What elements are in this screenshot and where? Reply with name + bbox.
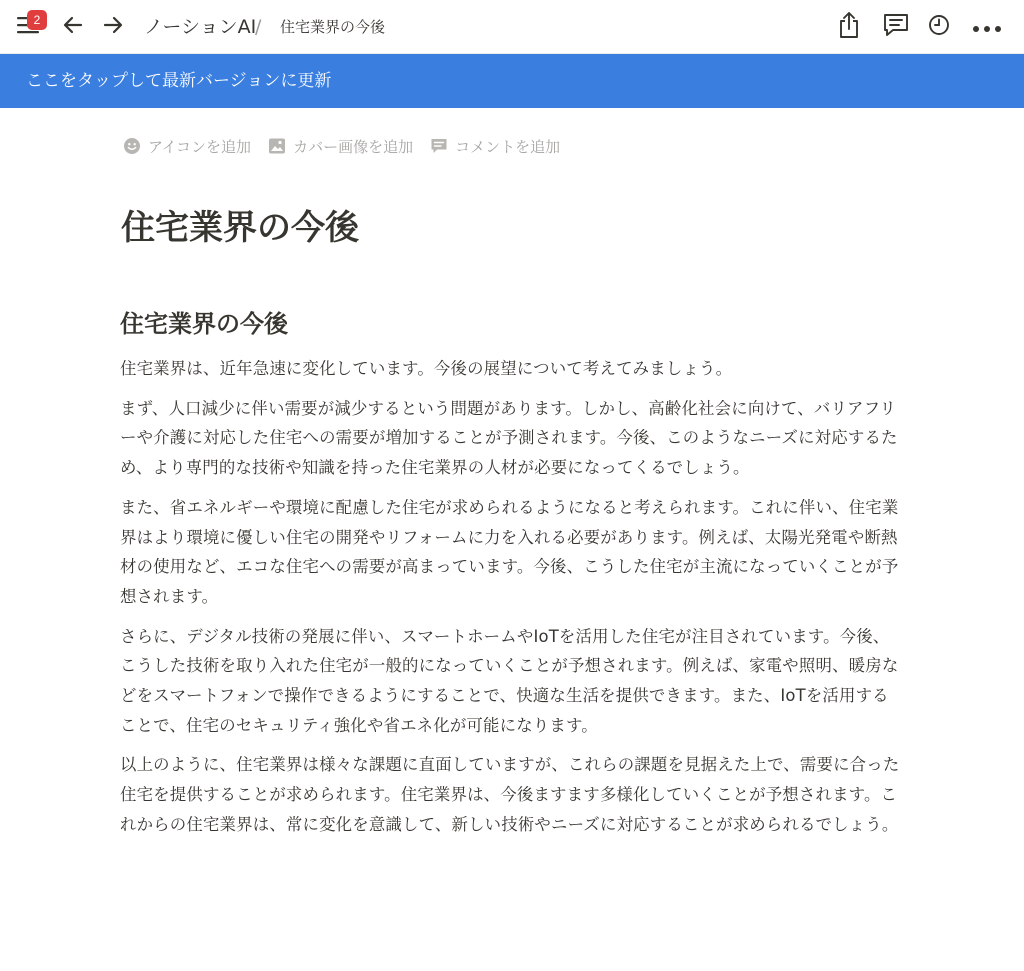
add-comment-label: コメントを追加	[455, 137, 561, 156]
forward-button[interactable]	[98, 12, 128, 42]
notification-badge: 2	[27, 10, 47, 30]
add-icon-button[interactable]	[122, 136, 251, 157]
image-icon	[267, 136, 287, 156]
back-button[interactable]	[58, 12, 88, 42]
breadcrumb-separator: /	[255, 16, 262, 38]
smiley-icon	[122, 136, 142, 156]
paragraph-environment[interactable]: また、省エネルギーや環境に配慮した住宅が求められるようになると考えられます。これに伴い、住宅業界はより環境に優しい住宅の開発やリフォームに力を入れる必要があります。例えば、太陽光発電や断熱材の使用など、エコな住宅への需要が高まっています。今後、こうした住宅が主流になっていくことが予想されます。	[120, 497, 899, 606]
top-bar	[0, 0, 1024, 54]
comment-bubble-icon	[429, 136, 449, 156]
page-header-controls	[122, 134, 560, 158]
more-options-button[interactable]	[968, 13, 1006, 41]
history-button[interactable]	[925, 13, 953, 41]
share-button[interactable]	[834, 11, 864, 43]
paragraph-digital[interactable]: さらに、デジタル技術の発展に伴い、スマートホームやIoTを活用した住宅が注目されています。今後、こうした技術を取り入れた住宅が一般的になっていくことが予想されます。例えば、家電や照明、暖房などをスマートフォンで操作できるようにすることで、快適な生活を提供できます。また、IoTを活用することで、住宅のセキュリティ強化や省エネ化が可能になります。	[120, 626, 899, 735]
page-title[interactable]: 住宅業界の今後	[121, 208, 359, 248]
add-icon-label: アイコンを追加	[148, 137, 252, 156]
add-comment-button[interactable]	[429, 136, 560, 157]
comments-button[interactable]	[880, 12, 912, 42]
update-banner[interactable]: ここをタップして最新バージョンに更新	[0, 54, 1024, 108]
add-cover-button[interactable]	[267, 136, 413, 157]
paragraph-conclusion[interactable]: 以上のように、住宅業界は様々な課題に直面していますが、これらの課題を見据えた上で、需要に合った住宅を提供することが求められます。住宅業界は、今後ますます多様化していくことが予想されます。これからの住宅業界は、常に変化を意識して、新しい技術やニーズに対応することが求められるでしょう。	[120, 755, 900, 834]
history-clock-icon	[927, 13, 951, 41]
paragraph-population[interactable]: まず、人口減少に伴い需要が減少するという問題があります。しかし、高齢化社会に向けて、バリアフリーや介護に対応した住宅への需要が増加することが予測されます。今後、このようなニーズに対応するため、より専門的な技術や知識を持った住宅業界の人材が必要になってくるでしょう。	[120, 398, 898, 478]
breadcrumb-page[interactable]: 住宅業界の今後	[280, 18, 386, 36]
breadcrumb-workspace[interactable]: ノーションAI	[144, 16, 257, 38]
forward-arrow-icon	[101, 13, 125, 41]
back-arrow-icon	[61, 13, 85, 41]
more-dots-icon	[972, 18, 1002, 37]
paragraph-intro[interactable]: 住宅業界は、近年急速に変化しています。今後の展望について考えてみましょう。	[120, 359, 733, 378]
share-icon	[837, 11, 861, 43]
section-heading[interactable]: 住宅業界の今後	[120, 310, 288, 338]
comment-icon	[882, 12, 910, 42]
add-cover-label: カバー画像を追加	[293, 137, 414, 156]
page-content	[120, 304, 902, 850]
